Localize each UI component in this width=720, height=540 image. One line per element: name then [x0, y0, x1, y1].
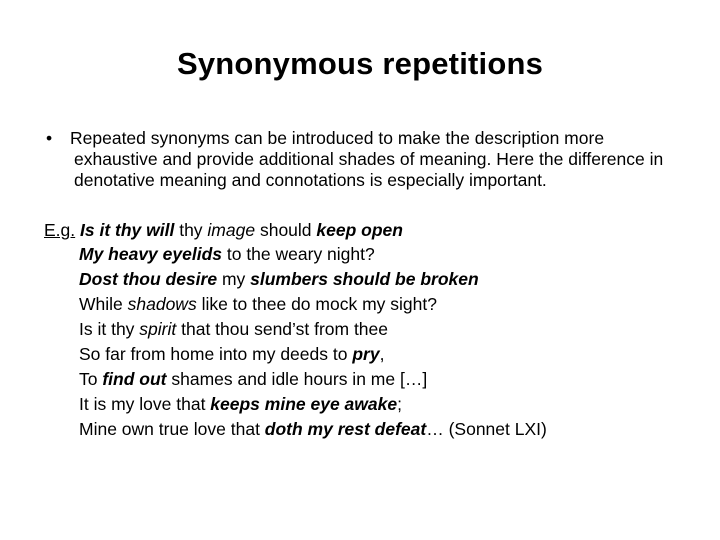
poem-line: [79, 342, 547, 367]
quote-text: thy: [174, 220, 208, 240]
poem-line: [79, 367, 547, 392]
example-line: [44, 218, 403, 242]
quote-phrase: My heavy eyelids: [79, 244, 222, 264]
quote-phrase: Is it thy will: [80, 220, 175, 240]
poem-quote: [79, 242, 547, 442]
poem-line: [79, 392, 547, 417]
quote-phrase: image: [207, 220, 256, 240]
poem-line: [79, 292, 547, 317]
quote-phrase: find out: [102, 369, 167, 389]
quote-phrase: Dost thou desire: [79, 269, 218, 289]
bullet-point: [46, 128, 686, 191]
quote-text: my: [217, 269, 251, 289]
quote-text: … (Sonnet LXI): [426, 419, 547, 439]
bullet-text: Repeated synonyms can be introduced to make the description more exhaustive and provide additional shades of meaning. Here the difference in denotative meaning and connotations is especially important.: [70, 128, 664, 190]
poem-line: [79, 242, 547, 267]
quote-text: should: [255, 220, 317, 240]
quote-text: It is my love that: [79, 394, 211, 414]
quote-text: To: [79, 369, 103, 389]
quote-text: ,: [379, 344, 385, 364]
quote-phrase: shadows: [127, 294, 197, 314]
bullet-marker: •: [46, 128, 53, 148]
poem-line: [79, 317, 547, 342]
quote-text: While: [79, 294, 128, 314]
quote-text: that thou send’st from thee: [176, 319, 389, 339]
quote-phrase: doth my rest defeat: [264, 419, 427, 439]
quote-text: Is it thy: [79, 319, 140, 339]
poem-line: [79, 267, 547, 292]
quote-phrase: slumbers should be broken: [250, 269, 479, 289]
quote-text: to the weary night?: [222, 244, 375, 264]
quote-phrase: keep open: [316, 220, 403, 240]
quote-text: Mine own true love that: [79, 419, 265, 439]
quote-phrase: pry: [352, 344, 380, 364]
quote-text: shames and idle hours in me […]: [166, 369, 428, 389]
quote-text: So far from home into my deeds to: [79, 344, 353, 364]
quote-text: ;: [397, 394, 402, 414]
quote-text: like to thee do mock my sight?: [196, 294, 437, 314]
slide-title: Synonymous repetitions: [176, 46, 544, 81]
example-label: E.g.: [44, 220, 76, 240]
quote-phrase: keeps mine eye awake: [210, 394, 398, 414]
quote-phrase: spirit: [139, 319, 177, 339]
poem-line: [79, 417, 547, 442]
